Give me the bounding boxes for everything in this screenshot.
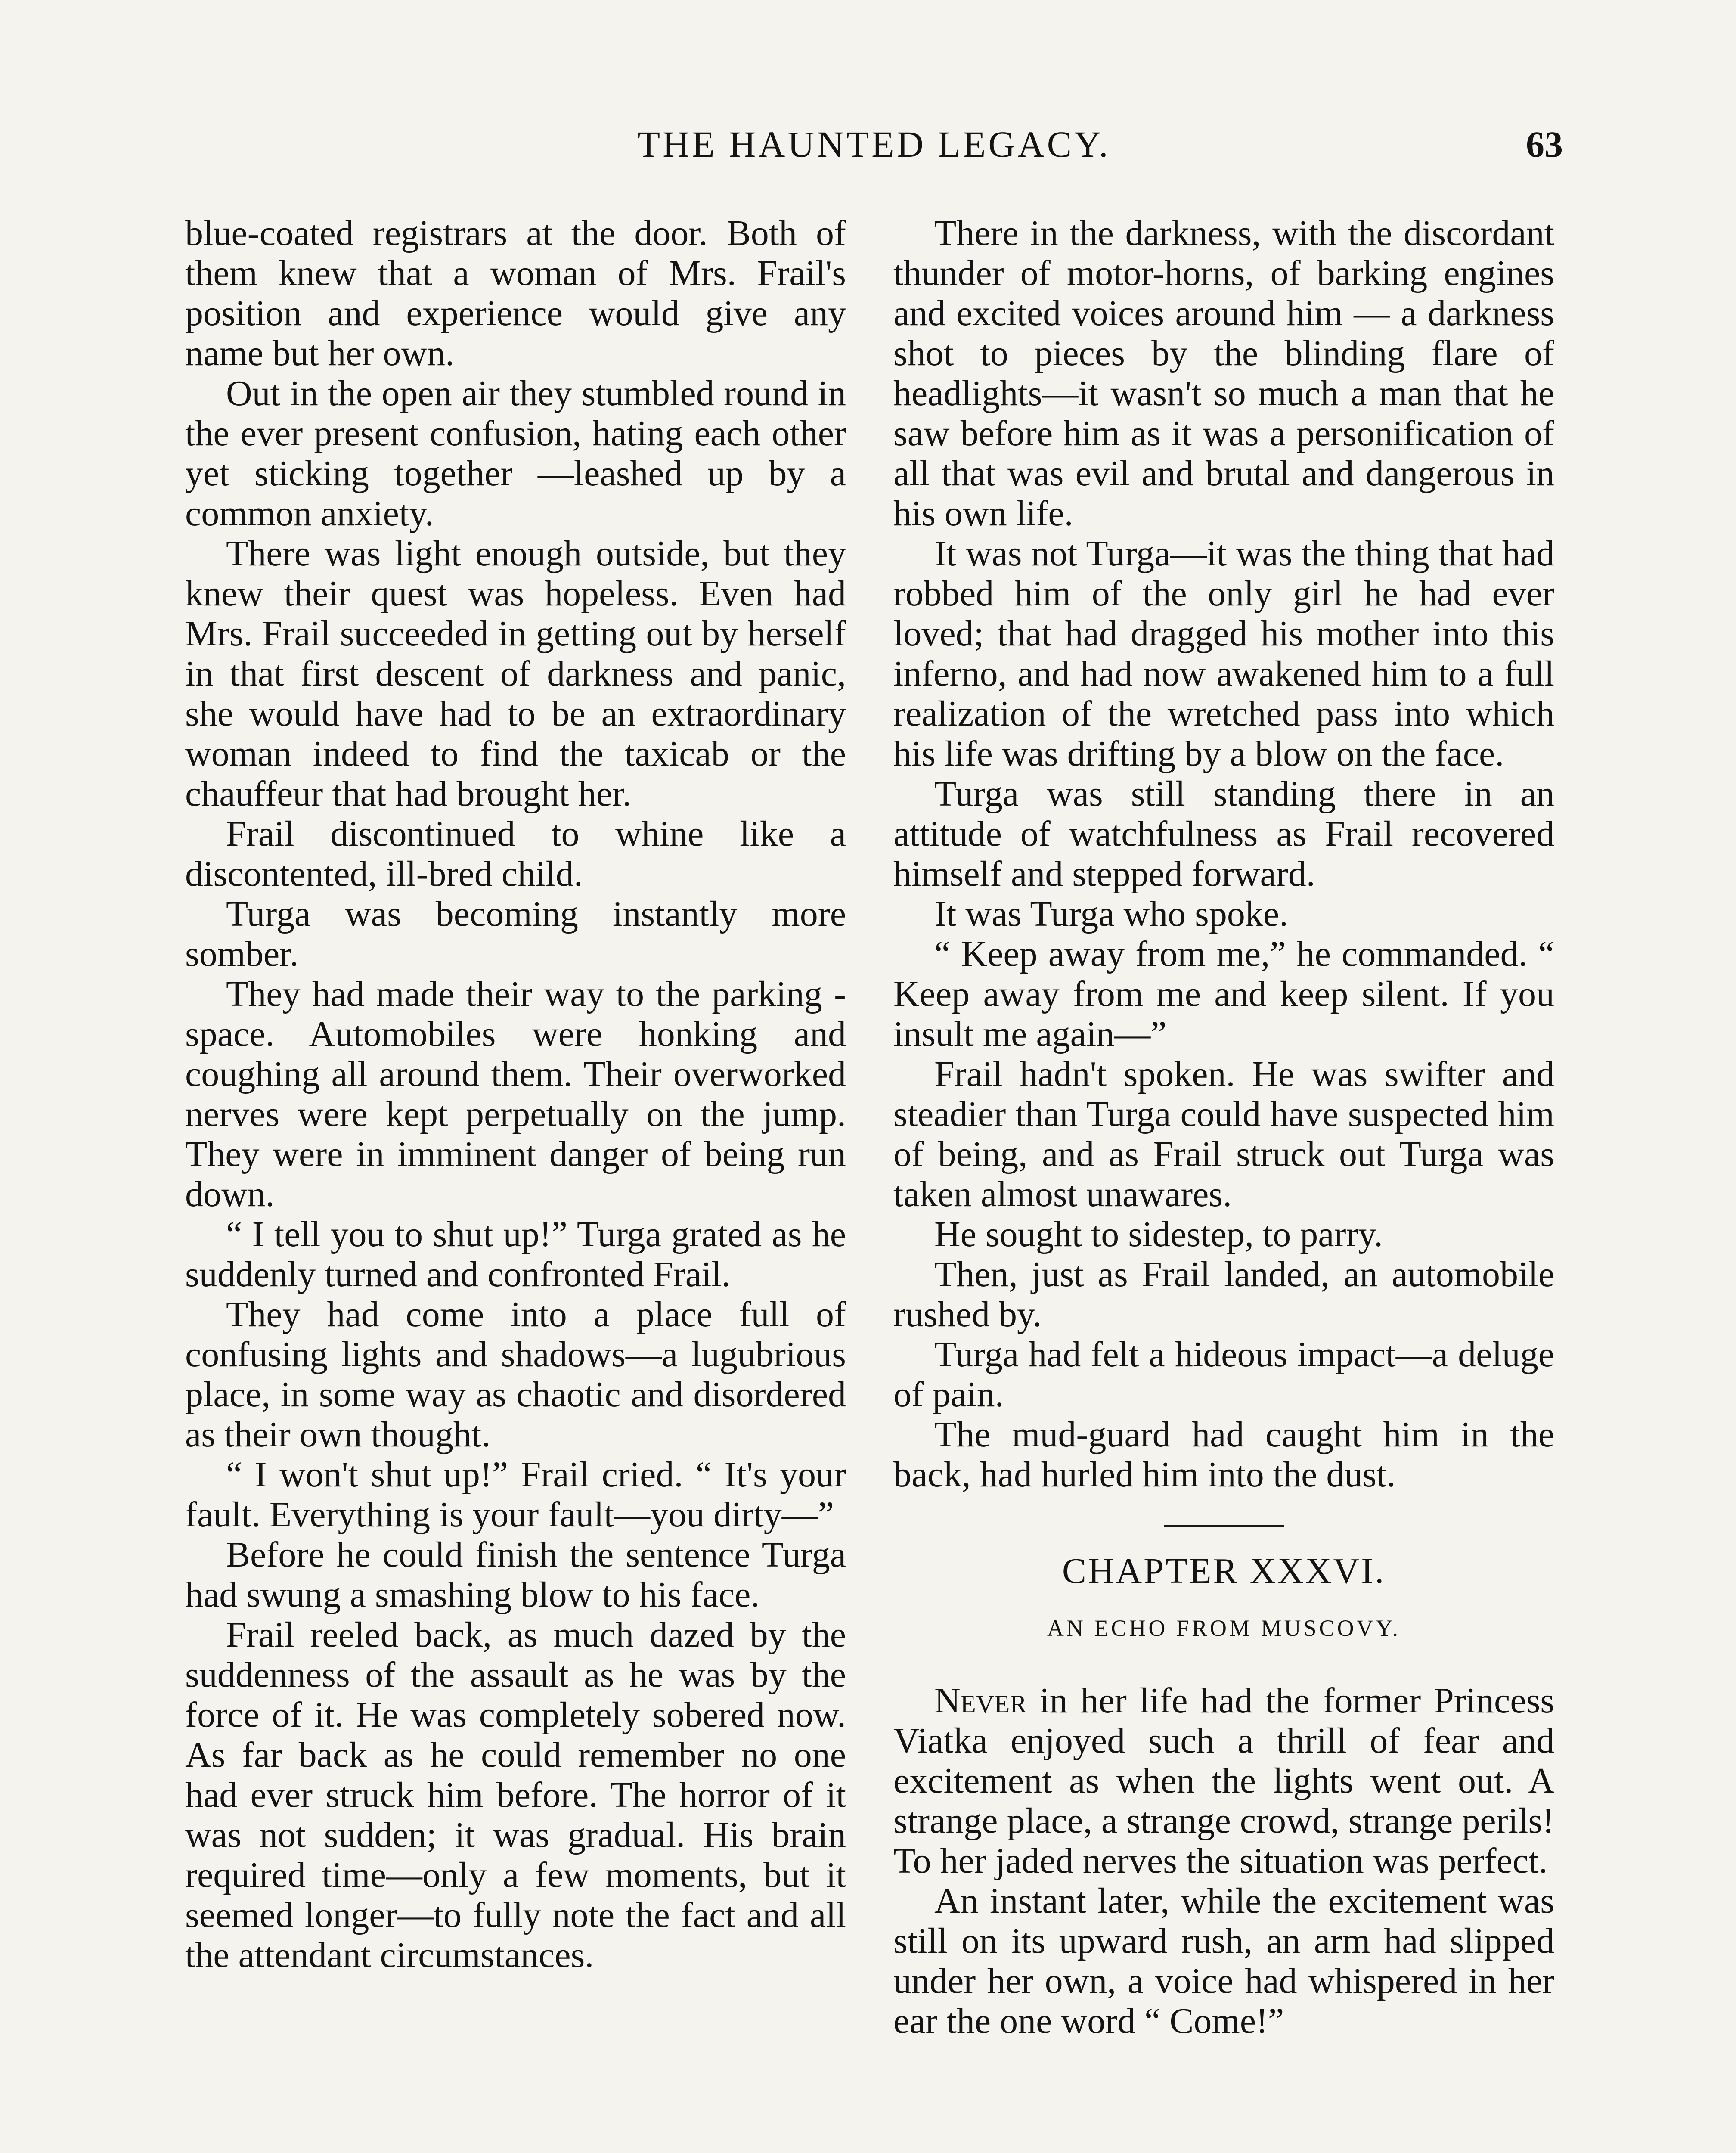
paragraph: They had made their way to the parking - space. Automobiles were honking and coughing all around them. Their overworked nerves were kept perpetually on the jump. They were in imminent danger of being run down. <box>185 974 846 1214</box>
paragraph: Then, just as Frail landed, an automobile rushed by. <box>893 1254 1554 1334</box>
paragraph: There was light enough outside, but they knew their quest was hopeless. Even had Mrs. Frail succeeded in getting out by herself in that first descent of darkness and panic, she would have had to be an extraordinary woman indeed to find the taxicab or the chauffeur that had brought her. <box>185 534 846 814</box>
paragraph: The mud-guard had caught him in the back, had hurled him into the dust. <box>893 1415 1554 1495</box>
paragraph: Turga had felt a hideous impact—a deluge of pain. <box>893 1334 1554 1415</box>
page-number: 63 <box>1526 124 1563 165</box>
paragraph: Frail discontinued to whine like a discontented, ill-bred child. <box>185 814 846 894</box>
opening-text: in her life had the former Princess Viatka enjoyed such a thrill of fear and excitement as when the lights went out. A strange place, a strange crowd, strange perils! To her jaded nerves the situation was perfect. <box>893 1681 1554 1881</box>
paragraph: It was not Turga—it was the thing that had robbed him of the only girl he had ever loved; that had dragged his mother into this inferno, and had now awakened him to a full realization of the wretched pass into which his life was drifting by a blow on the face. <box>893 534 1554 774</box>
chapter-title: CHAPTER XXXVI. <box>1062 1551 1386 1591</box>
chapter-opening-paragraph <box>893 1681 1554 1881</box>
paragraph: Turga was becoming instantly more somber. <box>185 894 846 974</box>
paragraph: “ I won't shut up!” Frail cried. “ It's your fault. Everything is your fault—you dirty—” <box>185 1455 846 1535</box>
paragraph: There in the darkness, with the discordant thunder of motor-horns, of barking engines and excited voices around him — a darkness shot to pieces by the blinding flare of headlights—it wasn't so much a man that he saw before him as it was a personification of all that was evil and brutal and dangerous in his own life. <box>893 213 1554 534</box>
paragraph: “ Keep away from me,” he commanded. “ Keep away from me and keep silent. If you insult me again—” <box>893 934 1554 1054</box>
paragraph: Before he could finish the sentence Turga had swung a smashing blow to his face. <box>185 1535 846 1615</box>
paragraph: Out in the open air they stumbled round in the ever present confusion, hating each other yet sticking together —leashed up by a common anxiety. <box>185 373 846 534</box>
running-title: THE HAUNTED LEGACY. <box>637 124 1111 165</box>
section-divider <box>1164 1525 1284 1527</box>
right-column <box>893 213 1554 2041</box>
left-column <box>185 213 846 1975</box>
paragraph: He sought to sidestep, to parry. <box>934 1214 1383 1254</box>
paragraph: Frail hadn't spoken. He was swifter and steadier than Turga could have suspected him of being, and as Frail struck out Turga was taken almost unawares. <box>893 1054 1554 1214</box>
chapter-subtitle: AN ECHO FROM MUSCOVY. <box>1047 1615 1401 1641</box>
paragraph: “ I tell you to shut up!” Turga grated as he suddenly turned and confronted Frail. <box>185 1214 846 1294</box>
paragraph: An instant later, while the excitement was still on its upward rush, an arm had slipped under her own, a voice had whispered in her ear the one word “ Come!” <box>893 1881 1554 2041</box>
paragraph: Frail reeled back, as much dazed by the suddenness of the assault as he was by the force of it. He was completely sobered now. As far back as he could remember no one had ever struck him before. The horror of it was not sudden; it was gradual. His brain required time—only a few moments, but it seemed longer—to fully note the fact and all the attendant circumstances. <box>185 1615 846 1975</box>
opening-word: Never <box>934 1681 1027 1721</box>
paragraph: It was Turga who spoke. <box>934 894 1289 934</box>
paragraph: Turga was still standing there in an attitude of watchfulness as Frail recovered himself and stepped forward. <box>893 774 1554 894</box>
paragraph: They had come into a place full of confusing lights and shadows—a lugubrious place, in some way as chaotic and disordered as their own thought. <box>185 1294 846 1455</box>
paragraph: blue-coated registrars at the door. Both of them knew that a woman of Mrs. Frail's position and experience would give any name but her own. <box>185 213 846 373</box>
page-header <box>185 123 1563 174</box>
